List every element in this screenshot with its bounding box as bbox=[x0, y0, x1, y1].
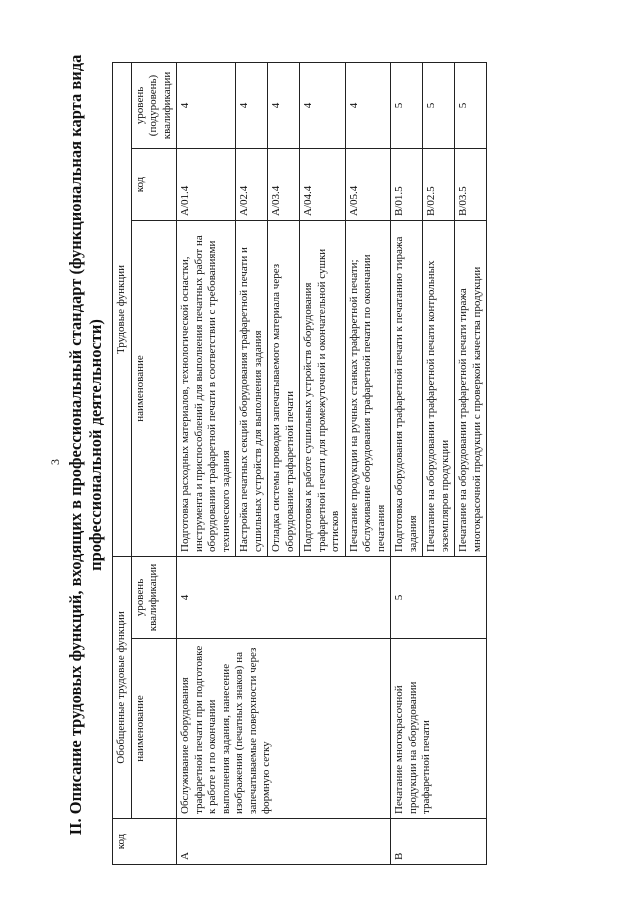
group-generalized-header: Обобщенные трудовые функции bbox=[113, 556, 132, 818]
section-title bbox=[66, 45, 106, 845]
function-level: 4 bbox=[268, 62, 300, 148]
col-tf-level-header: уровень (подуровень) квалификации bbox=[131, 62, 177, 148]
function-level: 5 bbox=[455, 62, 487, 148]
col-name-header: наименование bbox=[131, 639, 177, 819]
function-level: 5 bbox=[391, 62, 423, 148]
table-row bbox=[391, 62, 423, 864]
section-title-line-1: II. Описание трудовых функций, входящих в профессиональный стандарт (функциональная карта вида bbox=[66, 54, 85, 836]
generalized-code: B bbox=[391, 819, 487, 865]
function-name: Печатание на оборудовании трафаретной печати контрольных экземпляров продукции bbox=[423, 220, 455, 556]
page-number: 3 bbox=[48, 459, 62, 465]
col-level-header: уровень квалификации bbox=[131, 556, 177, 638]
function-code: B/03.5 bbox=[455, 148, 487, 220]
function-code: A/03.4 bbox=[268, 148, 300, 220]
function-code: B/02.5 bbox=[423, 148, 455, 220]
function-code: A/02.4 bbox=[236, 148, 268, 220]
generalized-code: А bbox=[177, 819, 391, 865]
col-tf-name-header: наименование bbox=[131, 220, 177, 556]
function-level: 4 bbox=[345, 62, 391, 148]
group-labor-header: Трудовые функции bbox=[113, 62, 132, 556]
generalized-level: 4 bbox=[177, 556, 391, 638]
generalized-name: Печатание многокрасочной продукции на оборудовании трафаретной печати bbox=[391, 639, 487, 819]
function-name: Настройка печатных секций оборудования трафаретной печати и сушильных устройств для выполнения задания bbox=[236, 220, 268, 556]
function-name: Печатание на оборудовании трафаретной печати тиража многокрасочной продукции с проверкой качества продукции bbox=[455, 220, 487, 556]
function-name: Подготовка к работе сушильных устройств оборудования трафаретной печати для промежуточной и окончательной сушки оттисков bbox=[300, 220, 346, 556]
function-name: Подготовка оборудования трафаретной печати к печатанию тиража задания bbox=[391, 220, 423, 556]
function-code: A/01.4 bbox=[177, 148, 236, 220]
generalized-level: 5 bbox=[391, 556, 487, 638]
function-name: Печатание продукции на ручных станках трафаретной печати; обслуживание оборудования трафаретной печати по окончании печатания bbox=[345, 220, 391, 556]
function-level: 5 bbox=[423, 62, 455, 148]
col-code-header: код bbox=[113, 819, 177, 865]
function-name: Отладка системы проводки запечатываемого материала через оборудование трафаретной печати bbox=[268, 220, 300, 556]
function-level: 4 bbox=[300, 62, 346, 148]
function-code: A/05.4 bbox=[345, 148, 391, 220]
table-row bbox=[177, 62, 236, 864]
col-tf-code-header: код bbox=[131, 148, 177, 220]
section-title-line-2: профессиональной деятельности) bbox=[86, 319, 105, 571]
function-code: B/01.5 bbox=[391, 148, 423, 220]
function-level: 4 bbox=[236, 62, 268, 148]
function-level: 4 bbox=[177, 62, 236, 148]
function-name: Подготовка расходных материалов, технологической оснастки, инструмента и приспособлений для выполнения печатных работ на оборудовании трафаретной печати в соответствии с требованиями технического задания bbox=[177, 220, 236, 556]
function-map-table bbox=[112, 62, 487, 865]
generalized-name: Обслуживание оборудования трафаретной печати при подготовке к работе и по окончании выполнения задания, нанесение изображения (печатных знаков) на запечатываемые поверхности через формную сетку bbox=[177, 639, 391, 819]
function-code: A/04.4 bbox=[300, 148, 346, 220]
